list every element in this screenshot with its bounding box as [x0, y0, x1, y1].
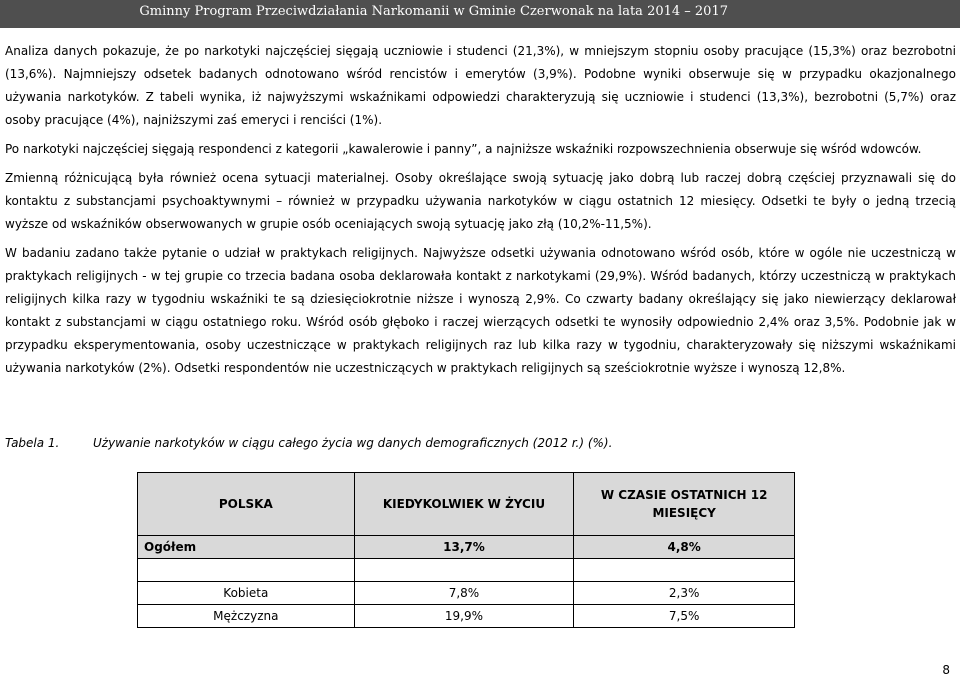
table-cell: 7,5% [574, 605, 795, 628]
table-row-total [138, 536, 795, 559]
table-cell [354, 559, 574, 582]
table-cell: 13,7% [354, 536, 574, 559]
table-row [138, 582, 795, 605]
table-row [138, 605, 795, 628]
header-cell-polska: POLSKA [138, 473, 355, 536]
page-number: 8 [942, 663, 950, 677]
document-body [5, 40, 956, 386]
header-cell-ever: KIEDYKOLWIEK W ŻYCIU [354, 473, 574, 536]
header-title: Gminny Program Przeciwdziałania Narkomanii w Gminie Czerwonak na lata 2014 – 2017 [139, 4, 728, 19]
table-header-row [138, 473, 795, 536]
table-cell: Ogółem [138, 536, 355, 559]
caption-label: Tabela 1. [5, 436, 60, 450]
table-cell [574, 559, 795, 582]
paragraph-1: Analiza danych pokazuje, że po narkotyki najczęściej sięgają uczniowie i studenci (21,3%), w mniejszym stopniu osoby pracujące (15,3%) oraz bezrobotni (13,6%). Najmniejszy odsetek badanych odnotowano wśród rencistów i emerytów (3,9%). Podobne wyniki obserwuje się w przypadku okazjonalnego używania narkotyków. Z tabeli wynika, iż najwyższymi wskaźnikami odpowiedzi charakteryzują się uczniowie i studenci (13,3%), bezrobotni (5,7%) oraz osoby pracujące (4%), najniższymi zaś emeryci i renciści (1%). [5, 44, 956, 127]
table-cell: 19,9% [354, 605, 574, 628]
table-cell: 4,8% [574, 536, 795, 559]
table-cell: 2,3% [574, 582, 795, 605]
paragraph-2: Po narkotyki najczęściej sięgają respondenci z kategorii „kawalerowie i panny”, a najniższe wskaźniki rozpowszechnienia obserwuje się wśród wdowców. [5, 142, 922, 156]
caption-text: Używanie narkotyków w ciągu całego życia wg danych demograficznych (2012 r.) (%). [93, 436, 613, 450]
paragraph-4: W badaniu zadano także pytanie o udział w praktykach religijnych. Najwyższe odsetki używania odnotowano wśród osób, które w ogóle nie uczestniczą w praktykach religijnych - w tej grupie co trzecia badana osoba deklarowała kontakt z narkotykami (29,9%). Wśród badanych, którzy uczestniczą w praktykach religijnych kilka razy w tygodniu wskaźniki te są dziesięciokrotnie niższe i wynoszą 2,9%. Co czwarty badany określający się jako niewierzący deklarował kontakt z substancjami w ciągu ostatniego roku. Wśród osób głęboko i raczej wierzących odsetki te wynosiły odpowiednio 2,4% oraz 3,5%. Podobnie jak w przypadku eksperymentowania, osoby uczestniczące w praktykach religijnych raz lub kilka razy w tygodniu, charakteryzowały się niższymi wskaźnikami używania narkotyków (2%). Odsetki respondentów nie uczestniczących w praktykach religijnych są sześciokrotnie wyższe i wynoszą 12,8%. [5, 246, 956, 375]
table-row-empty [138, 559, 795, 582]
table-cell [138, 559, 355, 582]
header-cell-12-months: W CZASIE OSTATNICH 12 MIESIĘCY [574, 473, 795, 536]
paragraph-3: Zmienną różnicującą była również ocena sytuacji materialnej. Osoby określające swoją sytuację jako dobrą lub raczej dobrą częściej przyznawali się do kontaktu z substancjami psychoaktywnymi – również w przypadku używania narkotyków w ciągu ostatnich 12 miesięcy. Odsetki te były o jedną trzecią wyższe od wskaźników obserwowanych w grupie osób oceniających swoją sytuację jako złą (10,2%-11,5%). [5, 171, 956, 231]
table-cell: 7,8% [354, 582, 574, 605]
data-table [137, 472, 795, 628]
table-cell: Kobieta [138, 582, 355, 605]
page-header [0, 0, 960, 28]
table-cell: Mężczyzna [138, 605, 355, 628]
